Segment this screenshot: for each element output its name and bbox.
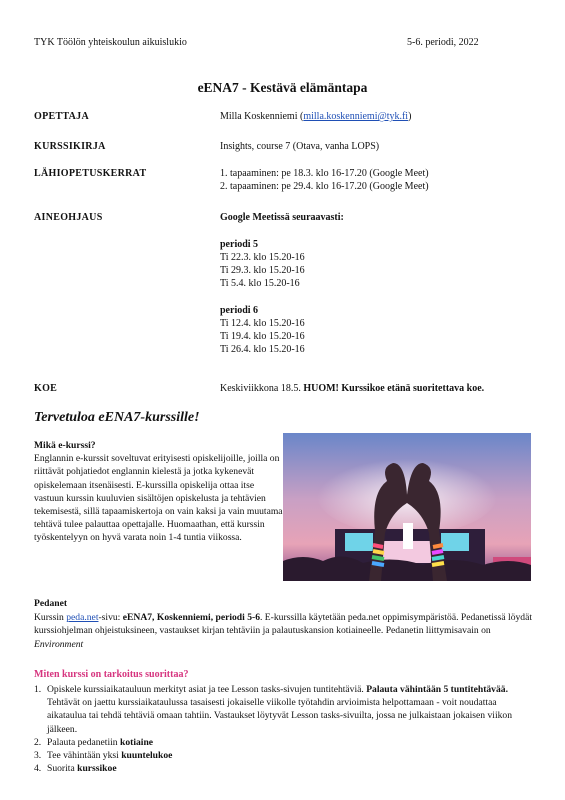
- list-item: [34, 683, 534, 736]
- period6-session-2: Ti 19.4. klo 15.20-16: [220, 331, 305, 342]
- exam-value: [220, 382, 484, 395]
- meetings-value: [220, 167, 429, 193]
- step-number: 4.: [34, 763, 42, 775]
- period5-title: periodi 5: [220, 239, 259, 250]
- pedanet-body: [34, 611, 534, 651]
- period5-session-1: Ti 22.3. klo 15.20-16: [220, 252, 305, 263]
- step-text: Suorita: [47, 763, 78, 775]
- pedanet-heading: Pedanet: [34, 598, 68, 609]
- list-item: [34, 749, 534, 762]
- pedanet-rest: . E-kurssilla käytetään peda.net oppimisympäristöä. Pedanetissä löydät kurssiohjelman ohjeistuksineen, vastaukset kirjan tehtäviin ja palautuskansion kotiaineelle. Pedanetin liittymisavain on: [34, 612, 533, 637]
- step-after: Tehtävät on jaettu kurssiaikataulussa tasaisesti jokaiselle viikolle työtahdin arvioimista helpottamaan - voit noudattaa aikataulua tai tehdä tehtäviä omaan tahtiin. Vastaukset löytyvät Lesson tasks-sivuilta, jossa ne julkaistaan jokaisen viikon jälkeen.: [47, 697, 513, 735]
- meeting-2: 2. tapaaminen: pe 29.4. klo 16-17.20 (Google Meet): [220, 181, 429, 192]
- teacher-value: [220, 110, 411, 123]
- period6-session-1: Ti 12.4. klo 15.20-16: [220, 318, 305, 329]
- step-bold: kurssikoe: [77, 763, 117, 775]
- meetings-label: LÄHIOPETUSKERRAT: [34, 168, 147, 179]
- step-text: Tee vähintään yksi: [47, 750, 122, 762]
- welcome-heading: Tervetuloa eENA7-kurssille!: [34, 410, 200, 425]
- book-value: Insights, course 7 (Otava, vanha LOPS): [220, 141, 380, 152]
- list-item: [34, 736, 534, 749]
- exam-date: Keskiviikkona 18.5.: [220, 383, 304, 394]
- how-heading: Miten kurssi on tarkoitus suorittaa?: [34, 669, 189, 680]
- step-number: 2.: [34, 736, 42, 748]
- intro-section: [34, 439, 284, 545]
- teacher-email-link[interactable]: milla.koskenniemi@tyk.fi: [303, 111, 409, 122]
- step-text: Palauta pedanetiin: [47, 736, 120, 748]
- period-label: 5-6. periodi, 2022: [407, 37, 479, 48]
- period6-session-3: Ti 26.4. klo 15.20-16: [220, 344, 305, 355]
- pedanet-mid: -sivu:: [98, 612, 123, 623]
- book-label: KURSSIKIRJA: [34, 141, 106, 152]
- concert-heart-hands-photo: [283, 433, 531, 581]
- period5-session-3: Ti 5.4. klo 15.20-16: [220, 278, 300, 289]
- step-bold: Palauta vähintään 5 tuntitehtävää.: [366, 684, 508, 695]
- pedanet-course-name: eENA7, Koskenniemi, periodi 5-6: [122, 612, 260, 623]
- exam-note: HUOM! Kurssikoe etänä suoritettava koe.: [303, 383, 485, 394]
- list-item: [34, 762, 534, 775]
- pedanet-pre: Kurssin: [34, 612, 67, 623]
- school-name: TYK Töölön yhteiskoulun aikuislukio: [34, 37, 187, 48]
- period6-title: periodi 6: [220, 305, 259, 316]
- exam-label: KOE: [34, 383, 58, 394]
- meeting-1: 1. tapaaminen: pe 18.3. klo 16-17.20 (Google Meet): [220, 168, 429, 179]
- step-number: 3.: [34, 750, 42, 762]
- steps-list: [34, 683, 534, 775]
- guidance-value: [220, 211, 344, 356]
- page-title: eENA7 - Kestävä elämäntapa: [197, 80, 368, 95]
- step-bold: kotiaine: [120, 736, 154, 748]
- teacher-label: OPETTAJA: [34, 111, 89, 122]
- step-text: Opiskele kurssiaikatauluun merkityt asiat ja tee Lesson tasks-sivujen tuntitehtäviä.: [47, 684, 367, 695]
- step-number: 1.: [34, 684, 42, 695]
- teacher-name: Milla Koskenniemi (: [220, 111, 304, 122]
- intro-body: Englannin e-kurssit soveltuvat erityisesti opiskelijoille, joilla on riittävät pohjatiedot englannin kielestä ja jotka kykenevät opiskelemaan itsenäisesti. E-kurssilla opiskelija ottaa itse vastuun kurssin kuuluvien sisältöjen opiskelusta ja tehtävien tekemisestä, sillä tapaamiskertoja on vain kaksi ja vain muutama tehtävä tulee palauttaa opettajalle. Huomaathan, että kurssin työskentelyyn on hyvä varata noin 1-4 tuntia viikossa.: [34, 453, 283, 544]
- intro-heading: Mikä e-kurssi?: [34, 440, 96, 451]
- period5-session-2: Ti 29.3. klo 15.20-16: [220, 265, 305, 276]
- step-bold: kuuntelukoe: [121, 750, 173, 762]
- pedanet-key: Environment: [34, 638, 84, 650]
- guidance-intro: Google Meetissä seuraavasti:: [220, 212, 344, 223]
- teacher-close: ): [408, 111, 412, 122]
- pedanet-link[interactable]: peda.net: [66, 612, 99, 623]
- guidance-label: AINEOHJAUS: [34, 212, 103, 223]
